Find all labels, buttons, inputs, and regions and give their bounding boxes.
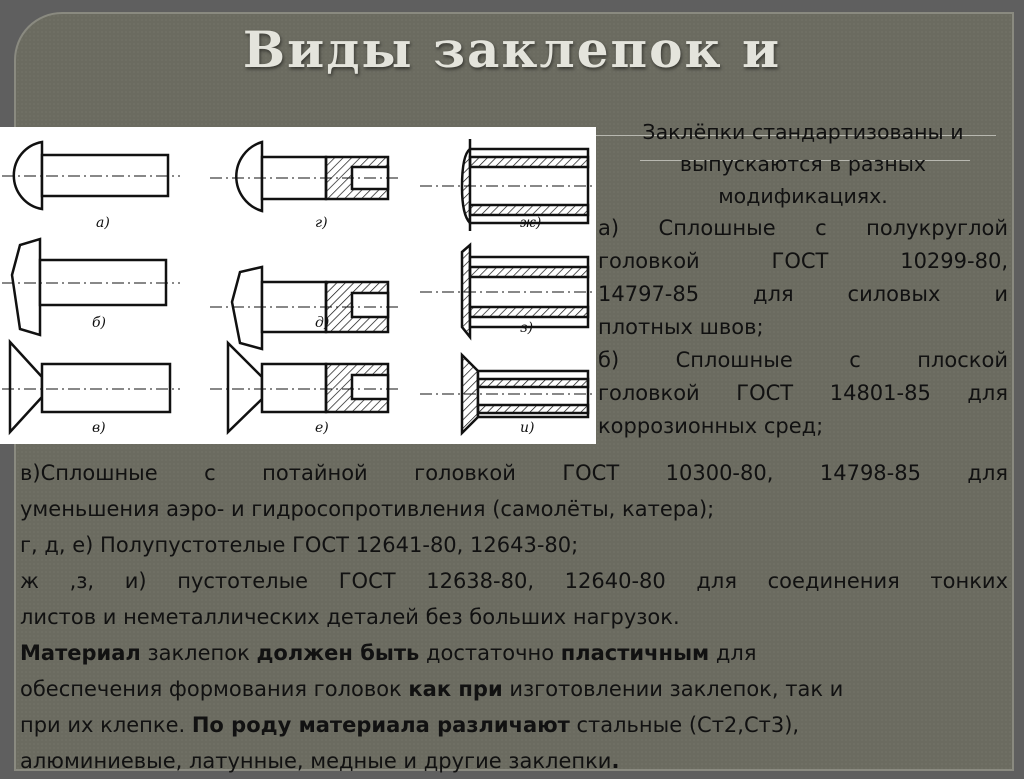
rivet-d-drawing — [210, 267, 400, 349]
item-a-line3: 14797-85 для силовых и — [598, 282, 1008, 306]
material-text-12: стальные (Ст2,Ст3), — [569, 713, 800, 737]
material-bold-5: пластичным — [560, 641, 710, 665]
material-bold-14: . — [611, 749, 620, 773]
material-text-6: для — [709, 641, 757, 665]
material-bold-3: должен быть — [256, 641, 420, 665]
material-text-2: заклепок — [140, 641, 257, 665]
item-g-line: г, д, е) Полупустотелые ГОСТ 12641-80, 12643-80; — [20, 533, 579, 557]
item-v-line2: уменьшения аэро- и гидросопротивления (самолёты, катера); — [20, 497, 715, 521]
item-zh-line1: ж ,з, и) пустотелые ГОСТ 12638-80, 12640-80 для соединения тонких — [20, 569, 1008, 593]
rivet-drawings — [0, 127, 596, 444]
label-z: з) — [520, 320, 534, 336]
intro-text: Заклёпки стандартизованы и выпускаются в разных модификациях. — [642, 120, 964, 208]
rivet-zh-drawing — [420, 139, 596, 231]
rivet-types-figure — [0, 127, 596, 444]
item-a-line4: плотных швов; — [598, 315, 764, 339]
rivet-b-drawing — [2, 239, 180, 335]
label-zh: ж) — [520, 215, 542, 231]
description-right — [598, 116, 1008, 443]
item-b-line1: б) Сплошные с плоской — [598, 348, 1008, 372]
item-b-line3: коррозионных сред; — [598, 414, 824, 438]
label-g: г) — [315, 215, 328, 231]
label-v: в) — [92, 420, 106, 436]
label-i: и) — [520, 420, 535, 436]
item-v-line1: в)Сплошные с потайной головкой ГОСТ 10300-80, 14798-85 для — [20, 461, 1008, 485]
rivet-v-drawing — [2, 342, 180, 432]
item-zh-line2: листов и неметаллических деталей без больших нагрузок. — [20, 605, 680, 629]
rivet-i-drawing — [420, 355, 596, 433]
label-d: д) — [315, 315, 330, 331]
material-text-4: достаточно — [419, 641, 561, 665]
material-text-10: при их клепке. — [20, 713, 192, 737]
rivet-z-drawing — [420, 245, 596, 337]
item-a-line2: головкой ГОСТ 10299-80, — [598, 249, 1008, 273]
material-bold-11: По роду материала различают — [191, 713, 570, 737]
description-bottom — [20, 455, 1008, 779]
rivet-g-drawing — [210, 142, 400, 211]
label-e: е) — [315, 420, 329, 436]
material-bold-8: как при — [408, 677, 503, 701]
material-text-13: алюминиевые, латунные, медные и другие заклепки — [20, 749, 612, 773]
label-b: б) — [92, 315, 107, 331]
material-paragraph — [20, 635, 1008, 779]
item-b-line2: головкой ГОСТ 14801-85 для — [598, 381, 1008, 405]
material-text-7: обеспечения формования головок — [20, 677, 409, 701]
material-text-9: изготовлении заклепок, так и — [502, 677, 844, 701]
rivet-a-drawing — [2, 142, 180, 209]
item-a-line1: а) Сплошные с полукруглой — [598, 216, 1008, 240]
material-bold-1: Материал — [20, 641, 141, 665]
slide-title: Виды заклепок и — [242, 20, 782, 79]
label-a: а) — [96, 215, 110, 231]
rivet-e-drawing — [210, 343, 400, 432]
